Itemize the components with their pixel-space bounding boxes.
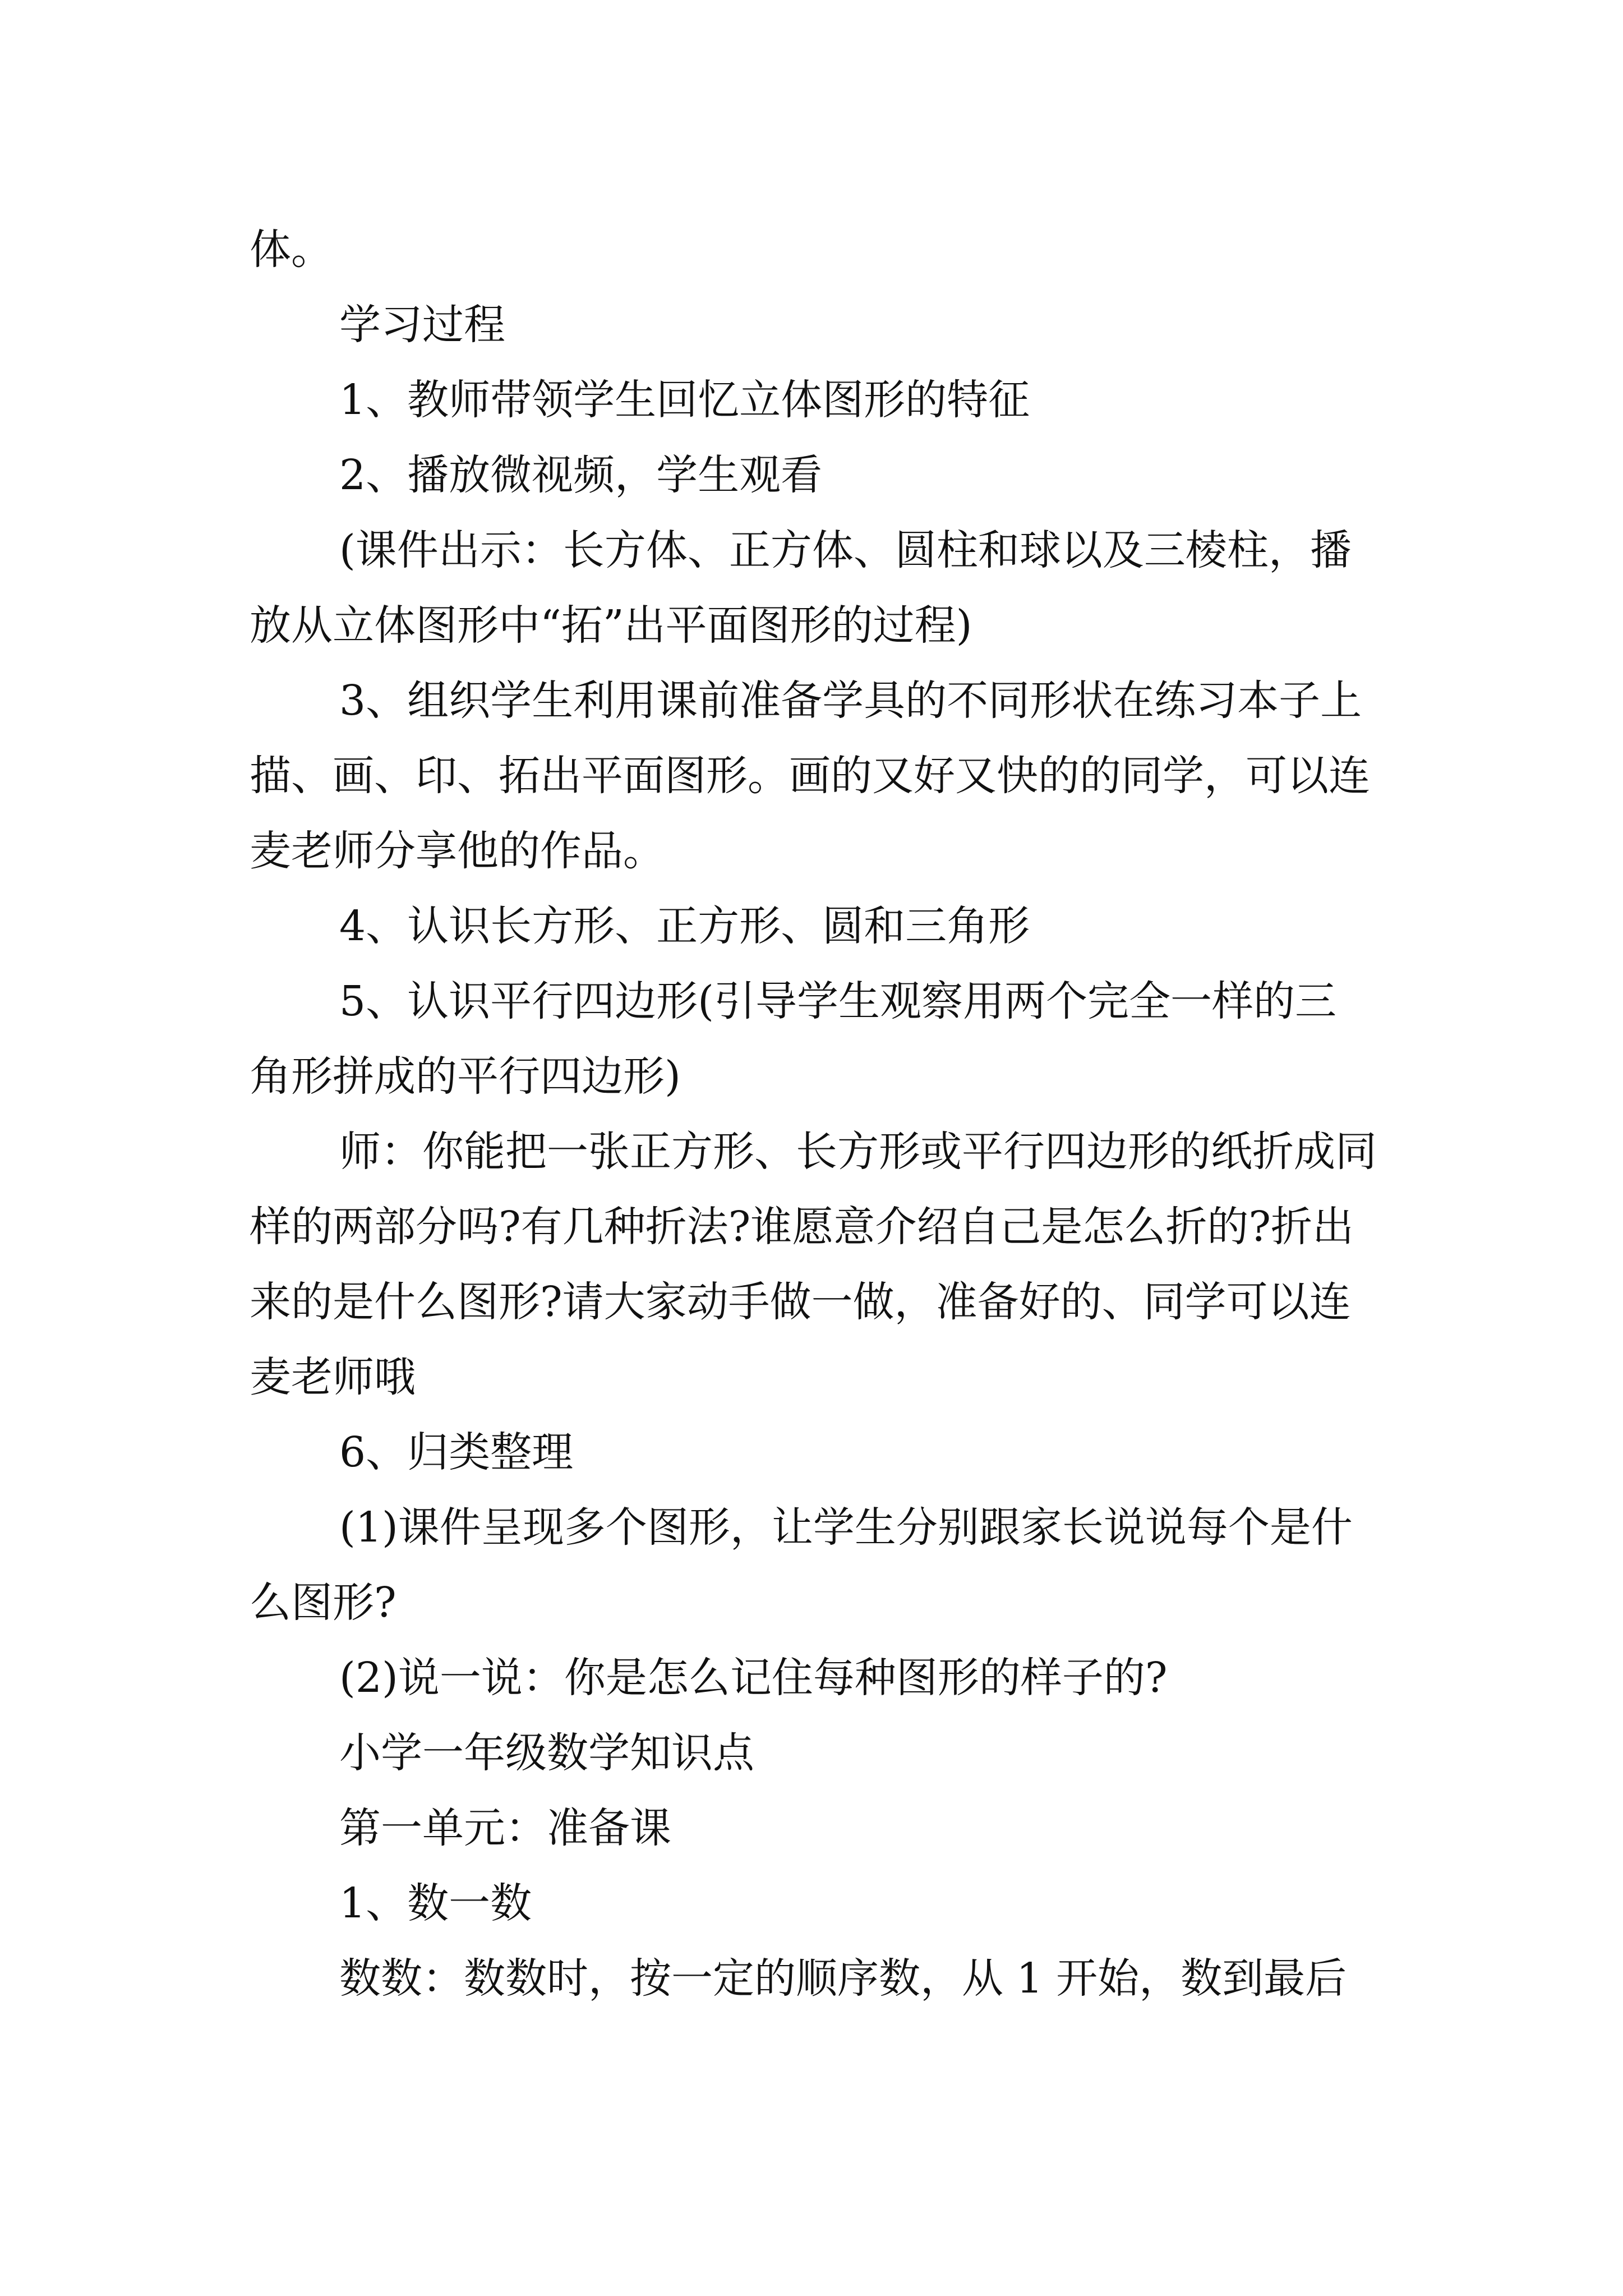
paragraph: 6、归类整理 xyxy=(339,1428,574,1476)
document-body xyxy=(250,212,1377,2016)
paragraph: 4、认识长方形、正方形、圆和三角形 xyxy=(339,902,1030,950)
section-heading: 小学一年级数学知识点 xyxy=(339,1729,754,1777)
paragraph: 5、认识平行四边形(引导学生观察用两个完全一样的三角形拼成的平行四边形) xyxy=(250,977,1336,1101)
paragraph: 1、数一数 xyxy=(339,1879,532,1927)
paragraph: (课件出示：长方体、正方体、圆柱和球以及三棱柱，播放从立体图形中“拓”出平面图形的过程) xyxy=(250,526,1352,650)
paragraph: 1、教师带领学生回忆立体图形的特征 xyxy=(339,376,1030,424)
paragraph: (1)课件呈现多个图形，让学生分别跟家长说说每个是什么图形? xyxy=(250,1503,1353,1627)
paragraph: (2)说一说：你是怎么记住每种图形的样子的? xyxy=(339,1654,1168,1702)
paragraph: 数数：数数时，按一定的顺序数，从 1 开始，数到最后 xyxy=(339,1954,1347,2003)
paragraph: 体。 xyxy=(250,226,333,274)
section-heading: 第一单元：准备课 xyxy=(339,1804,671,1852)
section-heading: 学习过程 xyxy=(339,301,505,349)
paragraph: 师：你能把一张正方形、长方形或平行四边形的纸折成同样的两部分吗?有几种折法?谁愿意介绍自己是怎么折的?折出来的是什么图形?请大家动手做一做，准备好的、同学可以连麦老师哦 xyxy=(250,1128,1377,1401)
paragraph: 3、组织学生利用课前准备学具的不同形状在练习本子上描、画、印、拓出平面图形。画的又好又快的的同学，可以连麦老师分享他的作品。 xyxy=(250,677,1370,875)
paragraph: 2、播放微视频，学生观看 xyxy=(339,451,823,499)
